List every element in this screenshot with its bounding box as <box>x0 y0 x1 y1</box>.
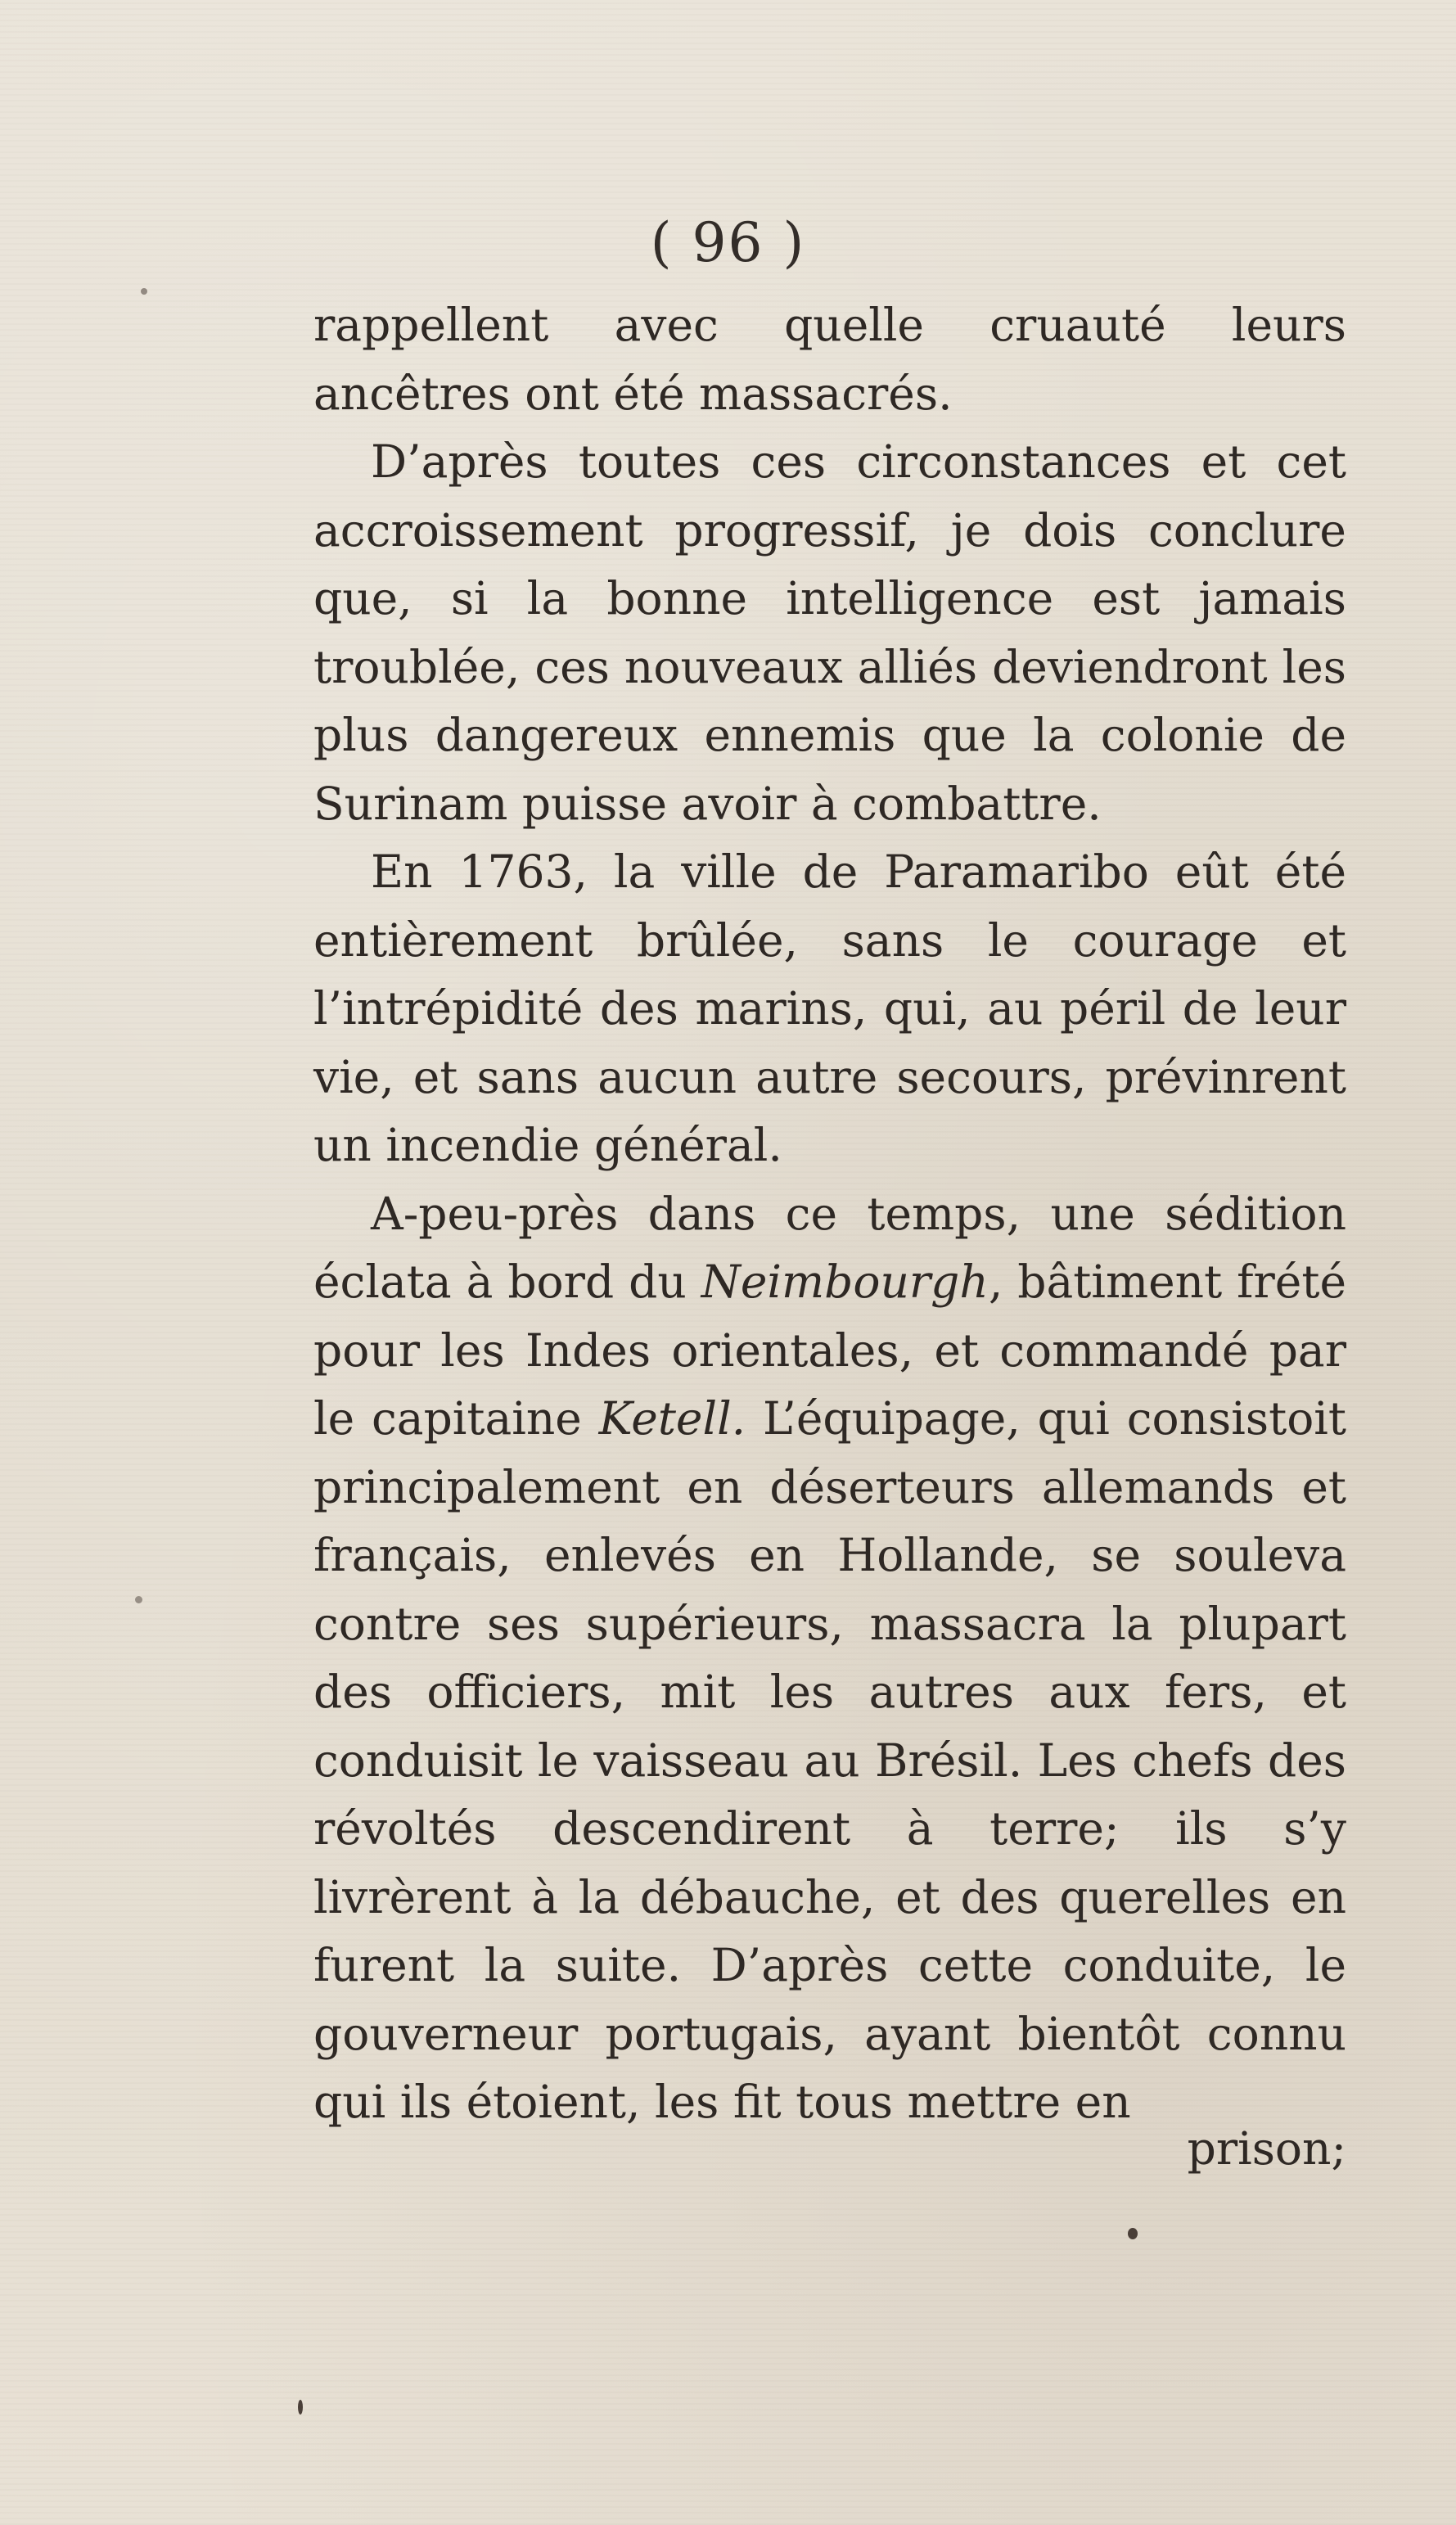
ink-speck <box>141 288 147 295</box>
catchword: prison; <box>1187 2122 1346 2175</box>
paragraph-1 <box>313 291 1346 428</box>
paragraph-4-text-start: A-peu-près dans ce temps, une sédition éclata à bord du <box>313 1187 1346 1308</box>
paragraph-4-text-end: L’équipage, qui consistoit principalement en déserteurs allemands et français, enlevés en Hollande, se souleva contre ses supérieurs, massacra la plupart des officiers, mit les autres aux fers, et conduisit le vaisseau au Brésil. Les chefs des révoltés descendirent à terre; ils s’y livrèrent à la débauche, et des querelles en furent la suite. D’après cette conduite, le gouverneur portugais, ayant bientôt connu qui ils étoient, les fit tous mettre en <box>313 1392 1346 2128</box>
ink-speck <box>298 2400 303 2415</box>
captain-name: Ketell. <box>598 1392 746 1445</box>
ship-name: Neimbourgh <box>701 1256 989 1308</box>
paragraph-3-text: En 1763, la ville de Paramaribo eût été entièrement brûlée, sans le courage et l’intrépidité des marins, qui, au péril de leur vie, et sans aucun autre secours, prévinrent un incendie général. <box>313 845 1346 1171</box>
page-number: ( 96 ) <box>650 211 806 274</box>
body-text <box>313 291 1346 2137</box>
paragraph-1-text: rappellent avec quelle cruauté leurs ancêtres ont été massacrés. <box>313 299 1346 420</box>
paragraph-4-text-mid: , bâtiment frété pour les Indes orientales, et commandé par le capitaine <box>313 1256 1347 1445</box>
paragraph-2 <box>313 428 1346 838</box>
ink-speck <box>135 1596 142 1603</box>
ink-speck <box>1128 2228 1138 2239</box>
paragraph-3 <box>313 838 1346 1180</box>
paragraph-2-text: D’après toutes ces circonstances et cet accroissement progressif, je dois conclure que, si la bonne intelligence est jamais troublée, ces nouveaux alliés deviendront les plus dangereux ennemis que la colonie de Surinam puisse avoir à combattre. <box>313 435 1346 830</box>
paragraph-4 <box>313 1180 1346 2137</box>
